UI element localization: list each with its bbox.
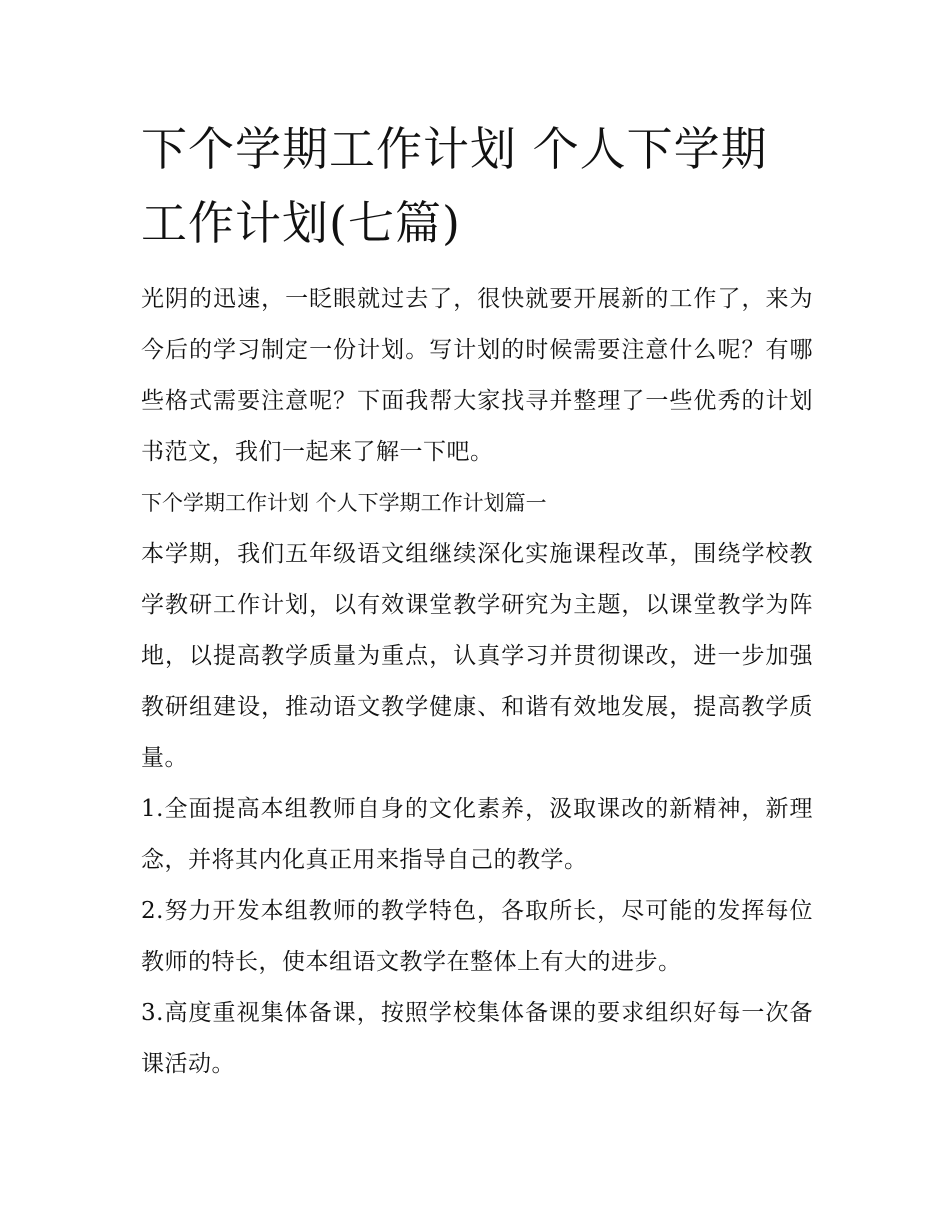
section-body-paragraph: 本学期，我们五年级语文组继续深化实施课程改革，围绕学校教学教研工作计划，以有效课堂教学研究为主题，以课堂教学为阵地，以提高教学质量为重点，认真学习并贯彻课改，进一步加强教研组建设，推动语文教学健康、和谐有效地发展，提高教学质量。 xyxy=(141,541,813,771)
document-title: 下个学期工作计划 个人下学期工作计划(七篇) xyxy=(141,122,768,250)
intro-paragraph: 光阴的迅速，一眨眼就过去了，很快就要开展新的工作了，来为今后的学习制定一份计划。写计划的时候需要注意什么呢？有哪些格式需要注意呢？下面我帮大家找寻并整理了一些优秀的计划书范文，我们一起来了解一下吧。 xyxy=(141,286,813,465)
list-item: 2.努力开发本组教师的教学特色，各取所长，尽可能的发挥每位教师的特长，使本组语文教学在整体上有大的进步。 xyxy=(141,898,813,975)
section-heading: 下个学期工作计划 个人下学期工作计划篇一 xyxy=(141,491,547,515)
document-content xyxy=(141,112,813,1090)
list-item: 1.全面提高本组教师自身的文化素养，汲取课改的新精神，新理念，并将其内化真正用来指导自己的教学。 xyxy=(141,796,813,873)
list-item: 3.高度重视集体备课，按照学校集体备课的要求组织好每一次备课活动。 xyxy=(141,1000,813,1077)
